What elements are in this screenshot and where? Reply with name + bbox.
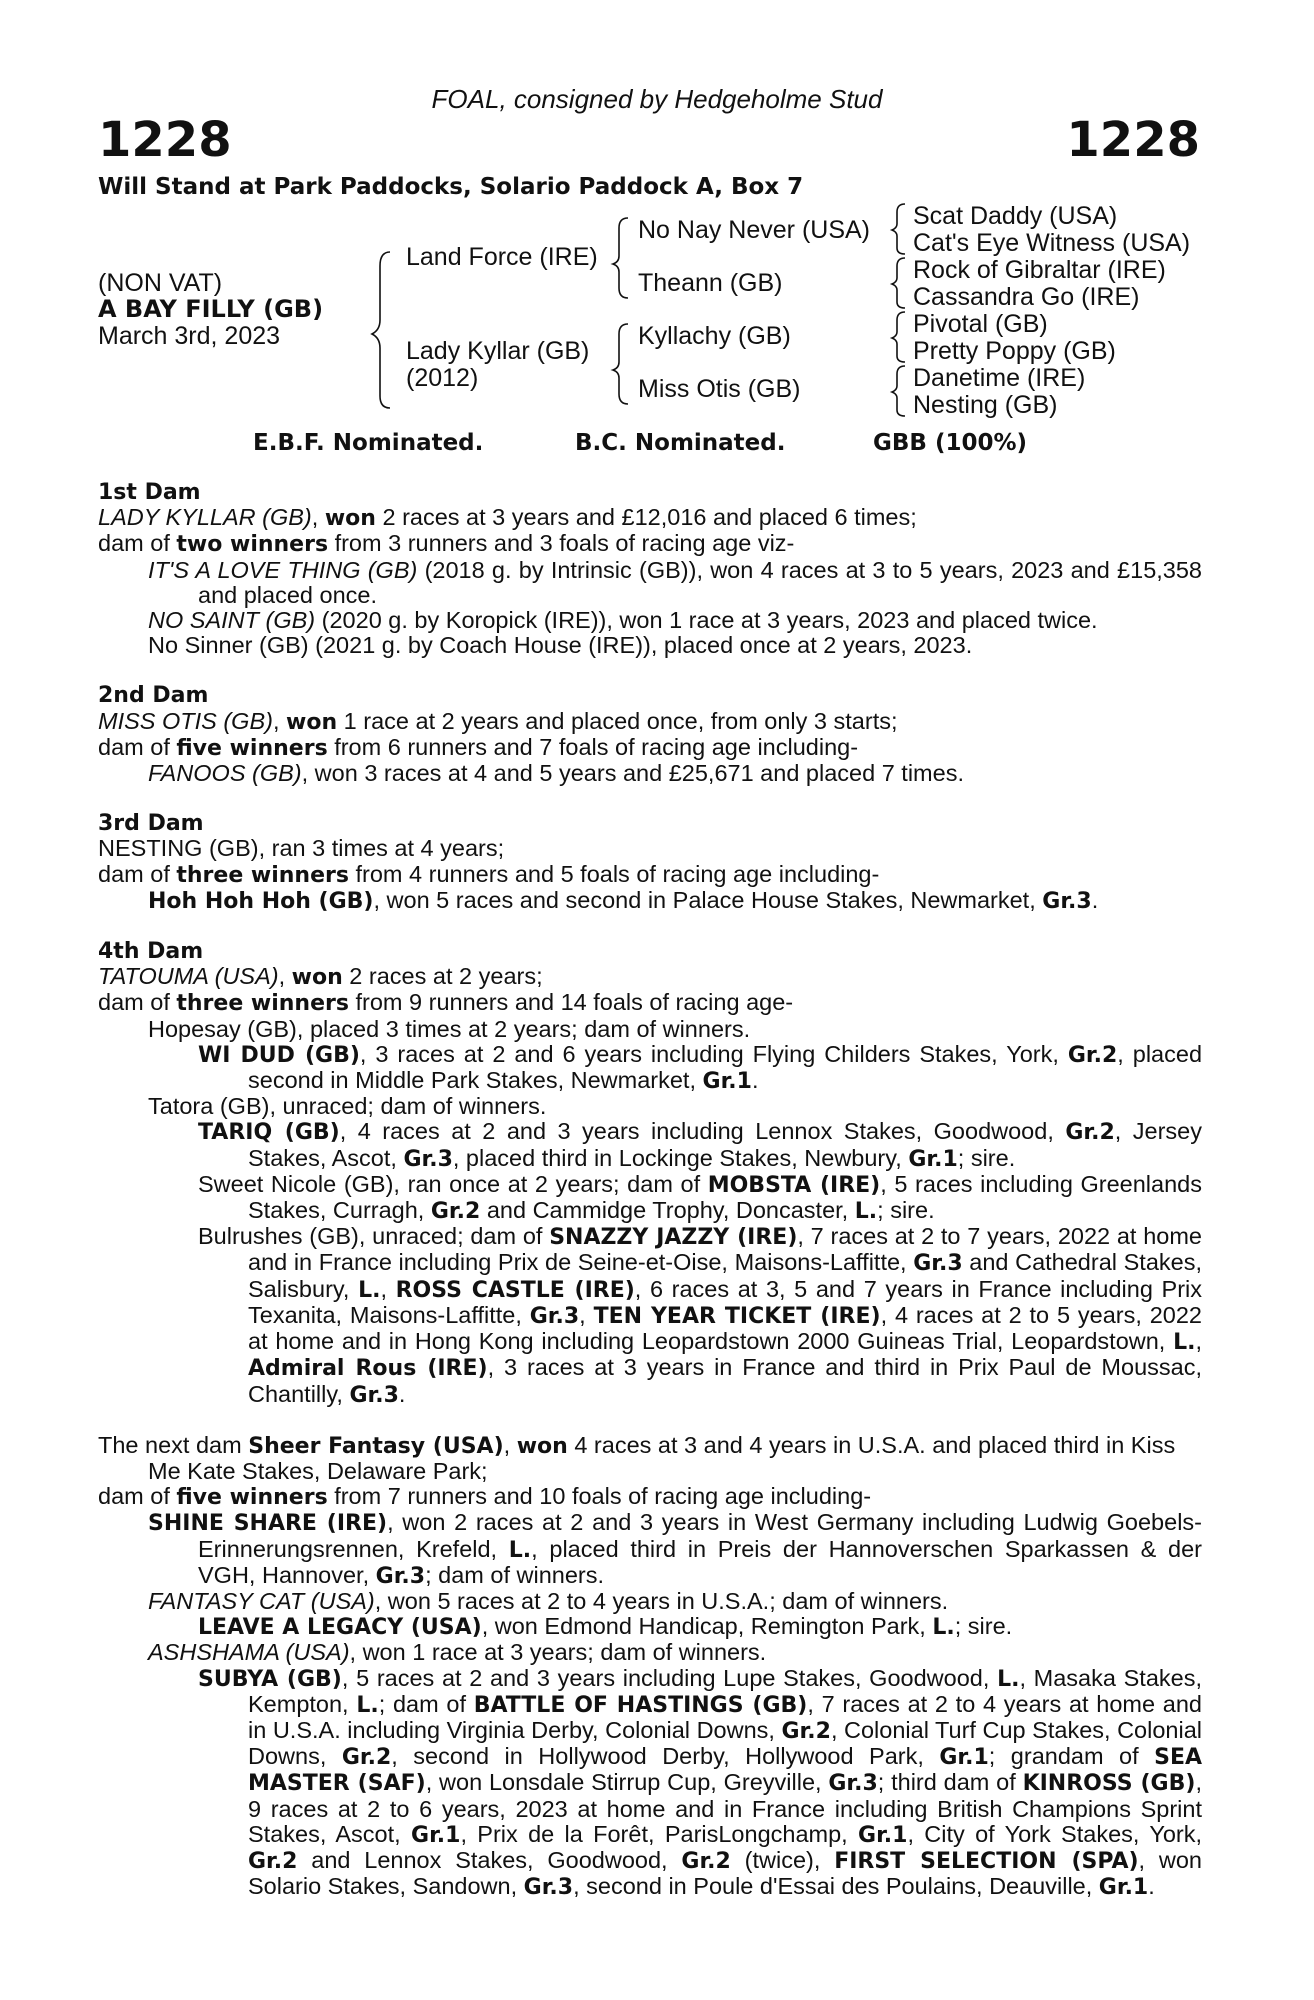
foaling-date: March 3rd, 2023 — [98, 322, 281, 350]
granddam-2: Cassandra Go (IRE) — [913, 283, 1140, 311]
vat-status: (NON VAT) — [98, 269, 223, 297]
catalogue-paragraph: dam of three winners from 9 runners and 14 foals of racing age- — [98, 989, 794, 1017]
pedigree-braces — [0, 0, 1314, 430]
catalogue-paragraph: ASHSHAMA (USA), won 1 race at 3 years; dam of winners. — [148, 1639, 767, 1666]
sire-sire: No Nay Never (USA) — [638, 216, 870, 244]
catalogue-paragraph: FANTASY CAT (USA), won 5 races at 2 to 4 years in U.S.A.; dam of winners. — [148, 1587, 949, 1614]
brace-parents — [372, 252, 390, 408]
ebf-nomination: E.B.F. Nominated. — [253, 430, 484, 456]
section-heading: 2nd Dam — [98, 683, 209, 709]
gbb-status: GBB (100%) — [873, 430, 1028, 456]
catalogue-paragraph: dam of two winners from 3 runners and 3 foals of racing age viz- — [98, 530, 795, 558]
lot-number-left: 1228 — [98, 112, 232, 168]
catalogue-paragraph: SUBYA (GB), 5 races at 2 and 3 years including Lupe Stakes, Goodwood, L., Masaka Stakes, Kempton, L.; dam of BATTLE OF HASTINGS (GB), 7 races at 2 to 4 years at home and in U.S.A. including Virginia Derby, Colonial Downs, Gr.2, Colonial Turf Cup Stakes, Colonial Downs, Gr.2, second in Hollywood Derby, Hollywood Park, Gr.1; grandam of SEA MASTER (SAF), won Lonsdale Stirrup Cup, Greyville, Gr.3; third dam of KINROSS (GB), 9 races at 2 to 6 years, 2023 at home and in France including British Champions Sprint Stakes, Ascot, Gr.1, Prix de la Forêt, ParisLongchamp, Gr.1, City of York Stakes, York, Gr.2 and Lennox Stakes, Goodwood, Gr.2 (twice), FIRST SELECTION (SPA), won Solario Stakes, Sandown, Gr.3, second in Poule d'Essai des Poulains, Deauville, Gr.1. — [198, 1664, 1203, 1901]
catalogue-paragraph: NO SAINT (GB) (2020 g. by Koropick (IRE)), won 1 race at 3 years, 2023 and placed twice. — [148, 607, 1098, 634]
dam-dam: Miss Otis (GB) — [638, 375, 801, 403]
catalogue-paragraph: LEAVE A LEGACY (USA), won Edmond Handicap, Remington Park, L.; sire. — [198, 1613, 1013, 1641]
section-gap — [98, 914, 1202, 939]
grandsire-2: Rock of Gibraltar (IRE) — [913, 256, 1166, 284]
catalogue-paragraph: No Sinner (GB) (2021 g. by Coach House (IRE)), placed once at 2 years, 2023. — [148, 632, 973, 659]
brace-g3 — [892, 312, 905, 362]
lot-number-right: 1228 — [1066, 112, 1200, 168]
catalogue-paragraph: IT'S A LOVE THING (GB) (2018 g. by Intrinsic (GB)), won 4 races at 3 to 5 years, 2023 and £15,358 and placed once. — [148, 556, 1203, 608]
section-gap — [98, 1408, 1202, 1433]
section-gap — [98, 786, 1202, 811]
lot-name: A BAY FILLY (GB) — [98, 295, 324, 323]
brace-g4 — [892, 366, 905, 416]
brace-g2 — [892, 258, 905, 308]
catalogue-paragraph: The next dam Sheer Fantasy (USA), won 4 races at 3 and 4 years in U.S.A. and placed third in Kiss Me Kate Stakes, Delaware Park; — [98, 1431, 1176, 1484]
brace-g1 — [892, 204, 905, 254]
catalogue-paragraph: Hopesay (GB), placed 3 times at 2 years; dam of winners. — [148, 1015, 751, 1042]
catalogue-paragraph: Bulrushes (GB), unraced; dam of SNAZZY JAZZY (IRE), 7 races at 2 to 7 years, 2022 at home and in France including Prix de Seine-et-Oise, Maisons-Laffitte, Gr.3 and Cathedral Stakes, Salisbury, L., ROSS CASTLE (IRE), 6 races at 3, 5 and 7 years in France including Prix Texanita, Maisons-Laffitte, Gr.3, TEN YEAR TICKET (IRE), 4 races at 2 to 5 years, 2022 at home and in Hong Kong including Leopardstown 2000 Guineas Trial, Leopardstown, L., Admiral Rous (IRE), 3 races at 3 years in France and third in Prix Paul de Moussac, Chantilly, Gr.3. — [198, 1223, 1203, 1408]
bc-nomination: B.C. Nominated. — [575, 430, 786, 456]
grandsire-4: Danetime (IRE) — [913, 364, 1086, 392]
grandsire-1: Scat Daddy (USA) — [913, 202, 1118, 230]
grandsire-3: Pivotal (GB) — [913, 310, 1048, 338]
section-heading: 4th Dam — [98, 939, 204, 965]
catalogue-paragraph: dam of five winners from 6 runners and 7 foals of racing age including- — [98, 733, 859, 761]
catalogue-paragraph: LADY KYLLAR (GB), won 2 races at 3 years and £12,016 and placed 6 times; — [98, 504, 917, 532]
dam-sire: Kyllachy (GB) — [638, 322, 791, 350]
granddam-3: Pretty Poppy (GB) — [913, 337, 1116, 365]
granddam-4: Nesting (GB) — [913, 391, 1058, 419]
consignment-subtitle: FOAL, consigned by Hedgeholme Stud — [431, 84, 883, 114]
catalogue-paragraph: Sweet Nicole (GB), ran once at 2 years; dam of MOBSTA (IRE), 5 races including Greenlands Stakes, Curragh, Gr.2 and Cammidge Trophy, Doncaster, L.; sire. — [198, 1170, 1202, 1225]
catalogue-paragraph: SHINE SHARE (IRE), won 2 races at 2 and 3 years in West Germany including Ludwig Goebels-Erinnerungsrennen, Krefeld, L., placed third in Preis der Hannoverschen Sparkassen & der VGH, Hannover, Gr.3; dam of winners. — [148, 1509, 1202, 1589]
catalogue-paragraph: dam of five winners from 7 runners and 10 foals of racing age including- — [98, 1483, 872, 1511]
catalogue-paragraph: TARIQ (GB), 4 races at 2 and 3 years including Lennox Stakes, Goodwood, Gr.2, Jersey Stakes, Ascot, Gr.3, placed third in Lockinge Stakes, Newbury, Gr.1; sire. — [198, 1118, 1202, 1172]
stand-location: Will Stand at Park Paddocks, Solario Paddock A, Box 7 — [98, 174, 804, 200]
catalogue-paragraph: TATOUMA (USA), won 2 races at 2 years; — [98, 963, 543, 991]
catalogue-paragraph: WI DUD (GB), 3 races at 2 and 6 years including Flying Childers Stakes, York, Gr.2, placed second in Middle Park Stakes, Newmarket, Gr.1. — [198, 1040, 1203, 1095]
granddam-1: Cat's Eye Witness (USA) — [913, 229, 1191, 257]
catalogue-paragraph: FANOOS (GB), won 3 races at 4 and 5 years and £25,671 and placed 7 times. — [148, 760, 964, 787]
section-heading: 3rd Dam — [98, 811, 204, 837]
section-heading: 1st Dam — [98, 480, 201, 505]
catalogue-paragraph: Hoh Hoh Hoh (GB), won 5 races and second in Palace House Stakes, Newmarket, Gr.3. — [148, 886, 1099, 914]
section-gap — [98, 658, 1202, 683]
catalogue-paragraph: dam of three winners from 4 runners and 5 foals of racing age including- — [98, 860, 880, 888]
catalogue-paragraph: NESTING (GB), ran 3 times at 4 years; — [98, 835, 505, 862]
dam-line-body — [98, 480, 1202, 1900]
dam: Lady Kyllar (GB) — [406, 337, 590, 365]
catalogue-paragraph: Tatora (GB), unraced; dam of winners. — [148, 1093, 547, 1120]
dam-year: (2012) — [406, 364, 479, 392]
catalogue-paragraph: MISS OTIS (GB), won 1 race at 2 years and placed once, from only 3 starts; — [98, 707, 898, 735]
brace-sire — [613, 218, 628, 298]
sire: Land Force (IRE) — [406, 243, 598, 271]
sire-dam: Theann (GB) — [638, 269, 783, 297]
brace-dam — [613, 324, 628, 404]
